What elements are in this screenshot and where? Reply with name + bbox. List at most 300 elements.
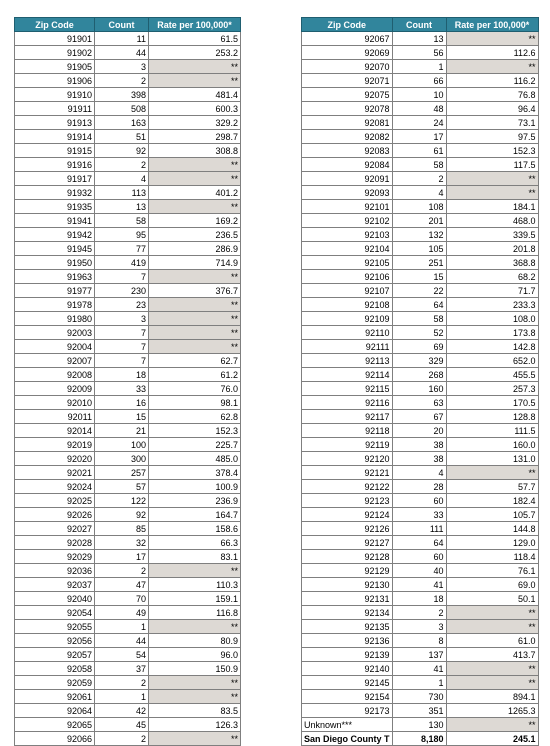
- rate-cell: 62.7: [149, 354, 241, 368]
- zip-code-cell: 92154: [302, 690, 393, 704]
- count-cell: 105: [392, 242, 446, 256]
- zip-code-cell: 92025: [15, 494, 95, 508]
- zip-code-cell: 92003: [15, 326, 95, 340]
- table-row: [15, 452, 241, 466]
- count-cell: 28: [392, 480, 446, 494]
- table-row: [302, 508, 539, 522]
- count-cell: 58: [392, 158, 446, 172]
- table-row: [302, 452, 539, 466]
- rate-cell: 413.7: [446, 648, 538, 662]
- zip-code-cell: 91978: [15, 298, 95, 312]
- zip-code-cell: 92064: [15, 704, 95, 718]
- count-cell: 18: [95, 368, 149, 382]
- table-row: [15, 718, 241, 732]
- count-cell: 2: [95, 732, 149, 746]
- zip-code-cell: 91901: [15, 32, 95, 46]
- table-row: [302, 74, 539, 88]
- rate-cell: 76.0: [149, 382, 241, 396]
- count-cell: 61: [392, 144, 446, 158]
- zip-code-cell: 92024: [15, 480, 95, 494]
- header-rate: Rate per 100,000*: [149, 18, 241, 32]
- count-cell: 132: [392, 228, 446, 242]
- zip-code-cell: 92105: [302, 256, 393, 270]
- count-cell: 92: [95, 144, 149, 158]
- rate-cell: 378.4: [149, 466, 241, 480]
- rate-cell: **: [149, 690, 241, 704]
- table-row: [15, 270, 241, 284]
- rate-cell: **: [149, 312, 241, 326]
- zip-code-cell: 92140: [302, 662, 393, 676]
- table-row: [302, 32, 539, 46]
- table-row: [302, 578, 539, 592]
- table-row: [15, 298, 241, 312]
- rate-cell: 96.4: [446, 102, 538, 116]
- rate-cell: 182.4: [446, 494, 538, 508]
- header-rate: Rate per 100,000*: [446, 18, 538, 32]
- rate-cell: 83.1: [149, 550, 241, 564]
- zip-code-cell: 91980: [15, 312, 95, 326]
- rate-cell: 118.4: [446, 550, 538, 564]
- table-row: [15, 214, 241, 228]
- rate-cell: **: [149, 200, 241, 214]
- table-row: [15, 88, 241, 102]
- count-cell: 8: [392, 634, 446, 648]
- table-row: [15, 578, 241, 592]
- rate-cell: 485.0: [149, 452, 241, 466]
- zip-table-right-body: [302, 32, 539, 746]
- zip-code-cell: 92009: [15, 382, 95, 396]
- count-cell: 22: [392, 284, 446, 298]
- rate-cell: 62.8: [149, 410, 241, 424]
- count-cell: 56: [392, 46, 446, 60]
- table-row: [302, 676, 539, 690]
- table-row: [302, 116, 539, 130]
- rate-cell: 652.0: [446, 354, 538, 368]
- count-cell: 1: [95, 620, 149, 634]
- table-row: [15, 732, 241, 746]
- table-row: [302, 480, 539, 494]
- zip-code-cell: 92082: [302, 130, 393, 144]
- rate-cell: 61.2: [149, 368, 241, 382]
- rate-cell: **: [446, 60, 538, 74]
- zip-code-cell: 92106: [302, 270, 393, 284]
- zip-table-left: [14, 17, 241, 746]
- rate-cell: 170.5: [446, 396, 538, 410]
- rate-cell: 225.7: [149, 438, 241, 452]
- count-cell: 17: [95, 550, 149, 564]
- count-cell: 1: [95, 690, 149, 704]
- count-cell: 92: [95, 508, 149, 522]
- total-row: [302, 732, 539, 746]
- rate-cell: **: [149, 298, 241, 312]
- count-cell: 38: [392, 438, 446, 452]
- rate-cell: 61.5: [149, 32, 241, 46]
- count-cell: 58: [392, 312, 446, 326]
- count-cell: 95: [95, 228, 149, 242]
- zip-code-cell: 91913: [15, 116, 95, 130]
- table-row: [15, 424, 241, 438]
- table-row: [302, 60, 539, 74]
- table-row: [15, 396, 241, 410]
- zip-code-cell: 91916: [15, 158, 95, 172]
- count-cell: 64: [392, 536, 446, 550]
- zip-code-cell: 92118: [302, 424, 393, 438]
- rate-cell: 76.1: [446, 564, 538, 578]
- count-cell: 21: [95, 424, 149, 438]
- zip-code-cell: Unknown***: [302, 718, 393, 732]
- table-row: [15, 522, 241, 536]
- table-row: [15, 340, 241, 354]
- rate-cell: 233.3: [446, 298, 538, 312]
- zip-code-cell: 92121: [302, 466, 393, 480]
- table-row: [15, 144, 241, 158]
- zip-code-cell: 92134: [302, 606, 393, 620]
- zip-code-cell: 92070: [302, 60, 393, 74]
- count-cell: 15: [95, 410, 149, 424]
- total-label-cell: San Diego County T: [302, 732, 393, 746]
- rate-cell: 80.9: [149, 634, 241, 648]
- table-row: [302, 242, 539, 256]
- count-cell: 52: [392, 326, 446, 340]
- table-row: [302, 172, 539, 186]
- count-cell: 11: [95, 32, 149, 46]
- table-row: [302, 88, 539, 102]
- table-row: [15, 116, 241, 130]
- count-cell: 60: [392, 494, 446, 508]
- count-cell: 40: [392, 564, 446, 578]
- rate-cell: **: [446, 186, 538, 200]
- zip-code-cell: 92108: [302, 298, 393, 312]
- table-row: [302, 214, 539, 228]
- zip-code-cell: 92084: [302, 158, 393, 172]
- table-row: [302, 704, 539, 718]
- table-row: [15, 32, 241, 46]
- rate-cell: 100.9: [149, 480, 241, 494]
- zip-code-cell: 92135: [302, 620, 393, 634]
- rate-cell: 108.0: [446, 312, 538, 326]
- zip-code-cell: 92115: [302, 382, 393, 396]
- table-row: [302, 648, 539, 662]
- count-cell: 47: [95, 578, 149, 592]
- count-cell: 63: [392, 396, 446, 410]
- zip-code-cell: 92129: [302, 564, 393, 578]
- zip-code-cell: 92145: [302, 676, 393, 690]
- table-row: [302, 130, 539, 144]
- count-cell: 2: [95, 564, 149, 578]
- rate-cell: 73.1: [446, 116, 538, 130]
- header-zip-code: Zip Code: [302, 18, 393, 32]
- header-row: [302, 18, 539, 32]
- rate-cell: 201.8: [446, 242, 538, 256]
- zip-code-cell: 92057: [15, 648, 95, 662]
- count-cell: 33: [392, 508, 446, 522]
- rate-cell: 131.0: [446, 452, 538, 466]
- rate-cell: 236.9: [149, 494, 241, 508]
- count-cell: 419: [95, 256, 149, 270]
- zip-code-cell: 92056: [15, 634, 95, 648]
- rate-cell: **: [446, 718, 538, 732]
- zip-code-cell: 92111: [302, 340, 393, 354]
- count-cell: 137: [392, 648, 446, 662]
- zip-code-cell: 91906: [15, 74, 95, 88]
- rate-cell: 111.5: [446, 424, 538, 438]
- rate-cell: 455.5: [446, 368, 538, 382]
- rate-cell: **: [149, 620, 241, 634]
- table-row: [15, 508, 241, 522]
- zip-code-cell: 92071: [302, 74, 393, 88]
- count-cell: 100: [95, 438, 149, 452]
- count-cell: 508: [95, 102, 149, 116]
- zip-code-cell: 92122: [302, 480, 393, 494]
- count-cell: 122: [95, 494, 149, 508]
- count-cell: 7: [95, 270, 149, 284]
- zip-code-cell: 92110: [302, 326, 393, 340]
- table-row: [302, 186, 539, 200]
- rate-cell: 128.8: [446, 410, 538, 424]
- zip-code-cell: 92011: [15, 410, 95, 424]
- count-cell: 3: [95, 60, 149, 74]
- zip-code-cell: 92067: [302, 32, 393, 46]
- count-cell: 251: [392, 256, 446, 270]
- zip-code-cell: 92075: [302, 88, 393, 102]
- table-row: [302, 46, 539, 60]
- zip-code-cell: 92061: [15, 690, 95, 704]
- total-count-cell: 8,180: [392, 732, 446, 746]
- zip-code-cell: 91932: [15, 186, 95, 200]
- zip-code-cell: 92091: [302, 172, 393, 186]
- table-row: [15, 438, 241, 452]
- count-cell: 49: [95, 606, 149, 620]
- rate-cell: **: [149, 676, 241, 690]
- rate-cell: 142.8: [446, 340, 538, 354]
- count-cell: 15: [392, 270, 446, 284]
- zip-code-cell: 91941: [15, 214, 95, 228]
- table-row: [15, 704, 241, 718]
- count-cell: 48: [392, 102, 446, 116]
- rate-cell: **: [446, 662, 538, 676]
- rate-cell: 714.9: [149, 256, 241, 270]
- zip-code-cell: 92028: [15, 536, 95, 550]
- rate-cell: 468.0: [446, 214, 538, 228]
- header-count: Count: [392, 18, 446, 32]
- zip-code-cell: 91914: [15, 130, 95, 144]
- zip-code-cell: 92139: [302, 648, 393, 662]
- rate-cell: 105.7: [446, 508, 538, 522]
- rate-cell: 159.1: [149, 592, 241, 606]
- table-row: [302, 424, 539, 438]
- zip-code-cell: 92058: [15, 662, 95, 676]
- table-row: [15, 382, 241, 396]
- zip-code-cell: 92081: [302, 116, 393, 130]
- rate-cell: **: [446, 32, 538, 46]
- rate-cell: 308.8: [149, 144, 241, 158]
- rate-cell: 68.2: [446, 270, 538, 284]
- table-row: [15, 256, 241, 270]
- zip-code-cell: 92054: [15, 606, 95, 620]
- count-cell: 257: [95, 466, 149, 480]
- table-row: [15, 536, 241, 550]
- table-row: [302, 494, 539, 508]
- zip-code-cell: 92069: [302, 46, 393, 60]
- rate-cell: 129.0: [446, 536, 538, 550]
- count-cell: 268: [392, 368, 446, 382]
- table-row: [15, 102, 241, 116]
- count-cell: 20: [392, 424, 446, 438]
- zip-code-cell: 92130: [302, 578, 393, 592]
- count-cell: 130: [392, 718, 446, 732]
- rate-cell: 376.7: [149, 284, 241, 298]
- zip-table-left-body: [15, 32, 241, 746]
- zip-code-cell: 92027: [15, 522, 95, 536]
- zip-code-cell: 92059: [15, 676, 95, 690]
- table-row: [302, 382, 539, 396]
- rate-cell: 173.8: [446, 326, 538, 340]
- rate-cell: 126.3: [149, 718, 241, 732]
- rate-cell: 76.8: [446, 88, 538, 102]
- zip-code-cell: 92020: [15, 452, 95, 466]
- count-cell: 108: [392, 200, 446, 214]
- zip-code-cell: 91915: [15, 144, 95, 158]
- rate-cell: 236.5: [149, 228, 241, 242]
- table-row: [302, 284, 539, 298]
- zip-code-cell: 91977: [15, 284, 95, 298]
- table-row: [302, 662, 539, 676]
- zip-code-cell: 91935: [15, 200, 95, 214]
- count-cell: 67: [392, 410, 446, 424]
- count-cell: 113: [95, 186, 149, 200]
- zip-code-cell: 92055: [15, 620, 95, 634]
- zip-code-cell: 92116: [302, 396, 393, 410]
- count-cell: 2: [392, 606, 446, 620]
- zip-code-cell: 91911: [15, 102, 95, 116]
- rate-cell: 57.7: [446, 480, 538, 494]
- zip-code-cell: 92103: [302, 228, 393, 242]
- table-row: [15, 200, 241, 214]
- table-row: [15, 284, 241, 298]
- count-cell: 13: [392, 32, 446, 46]
- count-cell: 1: [392, 60, 446, 74]
- table-row: [15, 480, 241, 494]
- table-row: [15, 228, 241, 242]
- rate-cell: 600.3: [149, 102, 241, 116]
- count-cell: 85: [95, 522, 149, 536]
- zip-code-cell: 92136: [302, 634, 393, 648]
- table-row: [15, 564, 241, 578]
- table-row: [302, 256, 539, 270]
- table-row: [302, 550, 539, 564]
- rate-cell: 83.5: [149, 704, 241, 718]
- rate-cell: **: [149, 60, 241, 74]
- table-row: [302, 312, 539, 326]
- zip-code-cell: 91902: [15, 46, 95, 60]
- zip-code-cell: 92083: [302, 144, 393, 158]
- rate-cell: 160.0: [446, 438, 538, 452]
- zip-code-cell: 92173: [302, 704, 393, 718]
- table-row: [15, 466, 241, 480]
- rate-cell: **: [149, 172, 241, 186]
- count-cell: 23: [95, 298, 149, 312]
- count-cell: 300: [95, 452, 149, 466]
- rate-cell: 152.3: [149, 424, 241, 438]
- count-cell: 7: [95, 354, 149, 368]
- table-row: [302, 298, 539, 312]
- table-row: [302, 102, 539, 116]
- zip-code-cell: 91905: [15, 60, 95, 74]
- count-cell: 230: [95, 284, 149, 298]
- zip-code-cell: 92019: [15, 438, 95, 452]
- count-cell: 54: [95, 648, 149, 662]
- count-cell: 38: [392, 452, 446, 466]
- zip-code-cell: 92029: [15, 550, 95, 564]
- zip-code-cell: 92037: [15, 578, 95, 592]
- zip-code-cell: 92040: [15, 592, 95, 606]
- count-cell: 58: [95, 214, 149, 228]
- count-cell: 45: [95, 718, 149, 732]
- table-row: [302, 270, 539, 284]
- table-row: [302, 718, 539, 732]
- count-cell: 66: [392, 74, 446, 88]
- table-row: [15, 130, 241, 144]
- count-cell: 2: [95, 676, 149, 690]
- rate-cell: 481.4: [149, 88, 241, 102]
- rate-cell: 150.9: [149, 662, 241, 676]
- zip-code-cell: 92124: [302, 508, 393, 522]
- rate-cell: 71.7: [446, 284, 538, 298]
- count-cell: 1: [392, 676, 446, 690]
- rate-cell: **: [149, 340, 241, 354]
- table-row: [302, 144, 539, 158]
- rate-cell: 169.2: [149, 214, 241, 228]
- count-cell: 201: [392, 214, 446, 228]
- rate-cell: 253.2: [149, 46, 241, 60]
- rate-cell: 368.8: [446, 256, 538, 270]
- rate-cell: 117.5: [446, 158, 538, 172]
- table-row: [15, 74, 241, 88]
- table-row: [302, 620, 539, 634]
- table-row: [15, 354, 241, 368]
- table-row: [15, 592, 241, 606]
- zip-code-cell: 92128: [302, 550, 393, 564]
- rate-cell: 97.5: [446, 130, 538, 144]
- rate-cell: 144.8: [446, 522, 538, 536]
- table-row: [302, 354, 539, 368]
- zip-code-cell: 92014: [15, 424, 95, 438]
- count-cell: 41: [392, 578, 446, 592]
- zip-code-cell: 91910: [15, 88, 95, 102]
- table-row: [15, 606, 241, 620]
- table-row: [302, 690, 539, 704]
- count-cell: 3: [392, 620, 446, 634]
- table-row: [15, 620, 241, 634]
- zip-code-cell: 91945: [15, 242, 95, 256]
- table-row: [15, 172, 241, 186]
- header-row: [15, 18, 241, 32]
- zip-code-cell: 92021: [15, 466, 95, 480]
- count-cell: 44: [95, 634, 149, 648]
- rate-cell: **: [149, 564, 241, 578]
- header-zip-code: Zip Code: [15, 18, 95, 32]
- table-row: [302, 592, 539, 606]
- count-cell: 37: [95, 662, 149, 676]
- count-cell: 10: [392, 88, 446, 102]
- table-row: [15, 494, 241, 508]
- zip-code-cell: 91963: [15, 270, 95, 284]
- count-cell: 160: [392, 382, 446, 396]
- zip-code-cell: 92078: [302, 102, 393, 116]
- rate-cell: 66.3: [149, 536, 241, 550]
- rate-cell: 110.3: [149, 578, 241, 592]
- table-row: [15, 242, 241, 256]
